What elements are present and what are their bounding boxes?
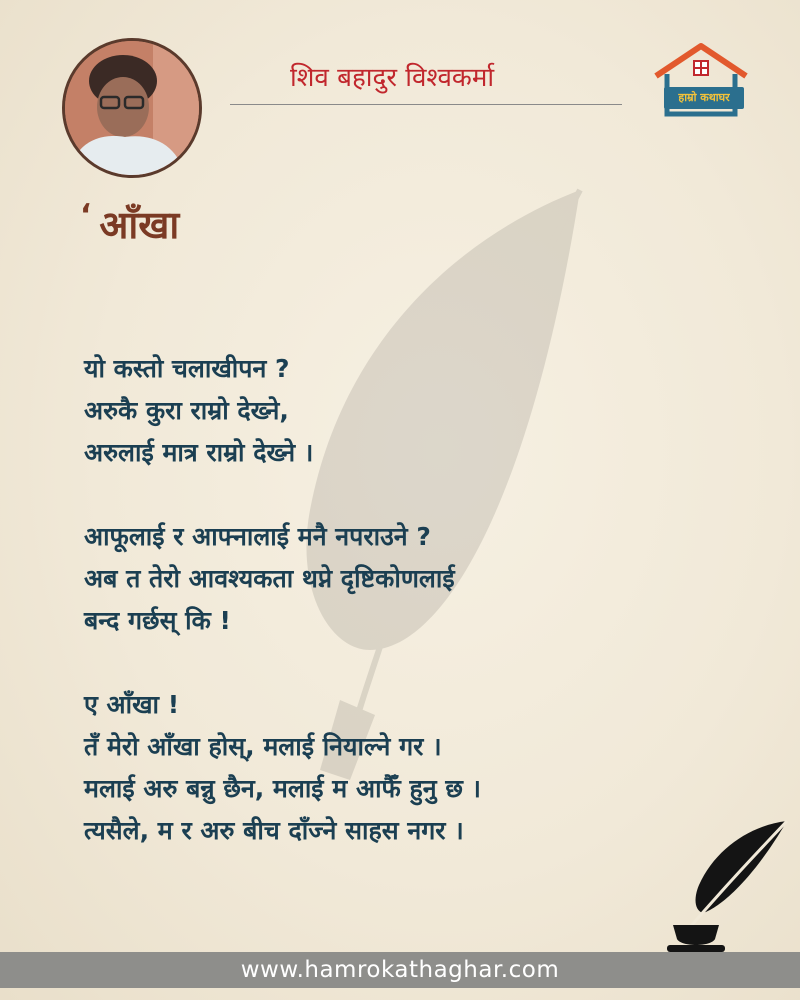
poem-line: अब त तेरो आवश्यकता थप्ने दृष्टिकोणलाई (84, 564, 455, 593)
poem-line: आफूलाई र आफ्नालाई मनै नपराउने ? (84, 522, 431, 551)
poem-line: अरुकै कुरा राम्रो देख्ने, (84, 396, 289, 425)
poem-body (84, 348, 724, 894)
author-name: शिव बहादुर विश्वकर्मा (290, 63, 495, 93)
poem-title (80, 198, 179, 250)
poem-line: यो कस्तो चलाखीपन ? (84, 354, 290, 383)
stanza-1 (84, 348, 724, 474)
title-quote-mark: ‘ (80, 198, 92, 233)
poem-line: अरुलाई मात्र राम्रो देख्ने । (84, 438, 314, 467)
footer-website[interactable]: www.hamrokathaghar.com (0, 952, 800, 988)
author-underline (230, 104, 622, 105)
poem-line: ए आँखा ! (84, 690, 180, 719)
stanza-3 (84, 684, 724, 852)
stanza-2 (84, 516, 724, 642)
author-avatar (62, 38, 202, 178)
logo-text: हाम्रो कथाघर (664, 87, 744, 109)
poem-line: बन्द गर्छस् कि ! (84, 606, 231, 635)
poem-line: त्यसैले, म र अरु बीच दाँज्ने साहस नगर । (84, 816, 464, 845)
quill-inkpot-icon (655, 815, 795, 955)
poem-line: मलाई अरु बन्नु छैन, मलाई म आफैँ हुनु छ । (84, 774, 482, 803)
poem-title-text: आँखा (99, 203, 180, 247)
poem-line: तँ मेरो आँखा होस्, मलाई नियाल्ने गर । (84, 732, 442, 761)
